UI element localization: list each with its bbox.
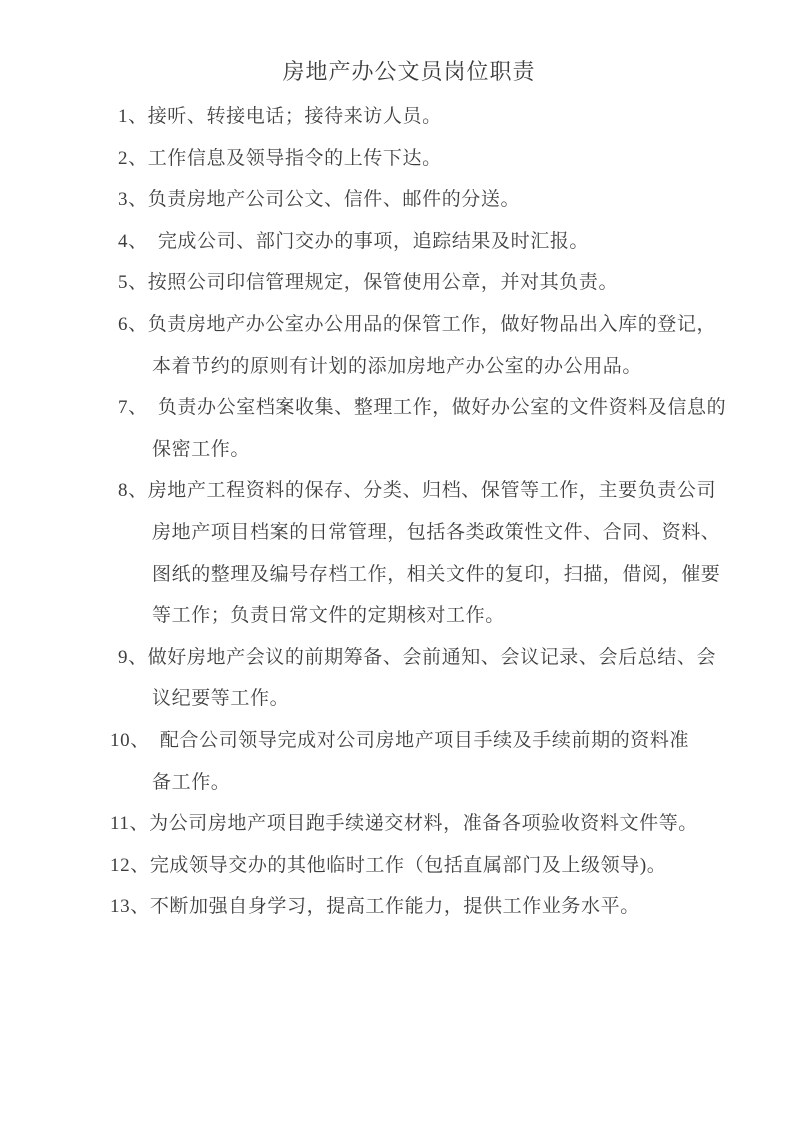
list-item [118, 637, 733, 720]
item-text: 负责办公室档案收集、整理工作，做好办公室的文件资料及信息的 [157, 397, 727, 419]
item-number: 9、 [118, 646, 148, 668]
item-number: 13、 [110, 896, 150, 918]
item-text: 按照公司印信管理规定，保管使用公章，并对其负责。 [147, 272, 619, 294]
document-title: 房地产办公文员岗位职责 [282, 59, 536, 84]
list-item [118, 221, 733, 263]
list-item [118, 262, 733, 304]
list-item [118, 387, 733, 470]
item-text: 议纪要等工作。 [152, 688, 290, 710]
item-number: 5、 [118, 272, 148, 294]
item-text: 负责房地产公司公文、信件、邮件的分送。 [147, 189, 521, 211]
list-item [110, 803, 733, 845]
item-number: 8、 [118, 480, 148, 502]
item-number: 11、 [110, 813, 150, 835]
item-text: 完成领导交办的其他临时工作（包括直属部门及上级领导)。 [149, 854, 667, 876]
list-item [118, 96, 733, 138]
item-text: 完成公司、部门交办的事项，追踪结果及时汇报。 [157, 230, 590, 252]
item-text: 房地产项目档案的日常管理，包括各类政策性文件、合同、资料、 [152, 521, 721, 543]
item-number: 4、 [118, 230, 158, 252]
item-text: 图纸的整理及编号存档工作，相关文件的复印，扫描，借阅，催要 [152, 563, 721, 585]
item-number: 6、 [118, 313, 148, 335]
item-text: 做好房地产会议的前期筹备、会前通知、会议记录、会后总结、会 [147, 646, 717, 668]
item-number: 3、 [118, 189, 148, 211]
item-number: 12、 [110, 854, 150, 876]
item-text: 为公司房地产项目跑手续递交材料，准备各项验收资料文件等。 [149, 813, 698, 835]
list-item [110, 720, 733, 803]
list-item [118, 304, 733, 387]
item-text: 保密工作。 [152, 438, 251, 460]
item-text: 房地产工程资料的保存、分类、归档、保管等工作，主要负责公司 [147, 480, 717, 502]
item-text: 本着节约的原则有计划的添加房地产办公室的办公用品。 [152, 355, 643, 377]
item-text: 接听、转接电话；接待来访人员。 [147, 106, 442, 127]
item-number: 10、 [110, 729, 160, 751]
item-text: 配合公司领导完成对公司房地产项目手续及手续前期的资料准 [159, 729, 690, 751]
list-item [110, 845, 733, 887]
item-number: 1、 [118, 106, 148, 127]
item-text: 不断加强自身学习，提高工作能力，提供工作业务水平。 [149, 896, 640, 918]
item-number: 2、 [118, 147, 148, 169]
list-item [118, 470, 733, 636]
document-body [110, 96, 733, 928]
list-item [110, 886, 733, 928]
item-text: 等工作；负责日常文件的定期核对工作。 [152, 605, 505, 627]
item-text: 备工作。 [152, 771, 231, 793]
list-item [118, 179, 733, 221]
item-text: 负责房地产办公室办公用品的保管工作，做好物品出入库的登记， [147, 313, 717, 335]
item-number: 7、 [118, 397, 158, 419]
item-text: 工作信息及领导指令的上传下达。 [147, 147, 442, 169]
list-item [118, 138, 733, 180]
